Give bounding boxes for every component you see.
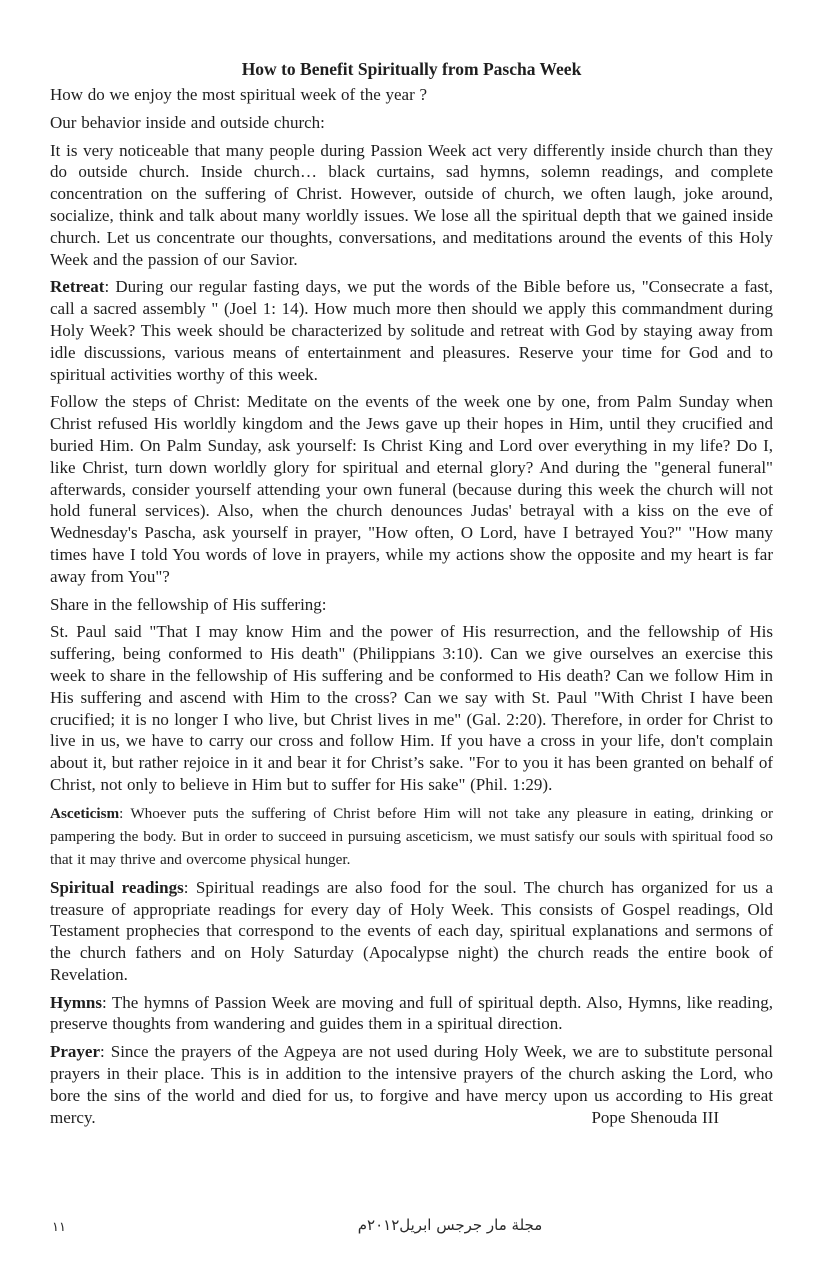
paragraph-follow-steps [50,391,773,587]
page-footer [0,1212,822,1246]
paragraph-retreat [50,276,773,385]
paragraph-text: Follow the steps of Christ: Meditate on the events of the week one by one, from Palm Sunday when Christ refused His worldly kingdom and the Jews gave up their hopes in Him, until they crucified and buried Him. On Palm Sunday, ask yourself: Is Christ King and Lord over everything in my life? Do I, like Christ, turn down worldly glory for spiritual and eternal glory? And during the "general funeral" afterwards, consider yourself attending your own funeral (because during this week the church will not hold funeral services). Also, when the church denounces Judas' betrayal with a kiss on the eve of Wednesday's Pascha, ask yourself in prayer, "How often, O Lord, have I betrayed You?" "How many times have I told You words of love in prayers, while my actions show the opposite and my heart is far away from You"? [50,392,773,586]
paragraph-fellowship-heading [50,594,773,616]
article-body [50,57,773,1134]
paragraph-lead: Retreat [50,277,105,297]
paragraph-st-paul [50,621,773,795]
paragraph-lead: Spiritual readings [50,877,184,897]
paragraph-text: How do we enjoy the most spiritual week of the year ? [50,85,428,104]
paragraph-intro-question [50,84,773,106]
paragraph-lead: Hymns [50,992,102,1012]
paragraph-text: It is very noticeable that many people during Passion Week act very differently inside church than they do outside church. Inside church… black curtains, sad hymns, solemn readings, and complete concentration on the suffering of Christ. However, outside of church, we often laugh, joke around, socialize, think and talk about many worldly issues. We lose all the spiritual depth that we gained inside church. Let us concentrate our thoughts, conversations, and meditations around the events of this Holy Week and the passion of our Savior. [50,140,773,269]
paragraph-text: : Since the prayers of the Agpeya are not used during Holy Week, we are to substitute personal prayers in their place. This is in addition to the intensive prayers of the church asking the Lord, who bore the sins of the world and died for us, to forgive and have mercy upon us according to His great mercy. [50,1042,773,1127]
paragraph-asceticism [50,802,773,871]
paragraph-lead: Prayer [50,1042,101,1062]
page-number: ١١ [52,1220,66,1235]
article-title: How to Benefit Spiritually from Pascha Week [241,59,582,79]
paragraph-behavior-heading [50,112,773,134]
paragraph-prayer [50,1041,773,1128]
author-signature: Pope Shenouda III [591,1107,719,1127]
paragraph-text: Our behavior inside and outside church: [50,112,325,132]
paragraph-passion-week [50,140,773,271]
paragraph-hymns [50,992,773,1036]
paragraph-text: Share in the fellowship of His suffering: [50,594,327,614]
paragraph-text: : The hymns of Passion Week are moving and full of spiritual depth. Also, Hymns, like reading, preserve thoughts from wandering and guides them in a spiritual direction. [50,992,773,1034]
paragraph-text: : Spiritual readings are also food for the soul. The church has organized for us a treasure of appropriate readings for every day of Holy Week. This consists of Gospel readings, Old Testament prophecies that correspond to the events of each day, spiritual explanations and sermons of the church fathers and on Holy Saturday (Apocalypse night) the church reads the entire book of Revelation. [50,877,773,984]
paragraph-spiritual-readings [50,877,773,986]
paragraph-lead: Asceticism [50,804,120,822]
paragraph-text: : Whoever puts the suffering of Christ before Him will not take any pleasure in eating, drinking or pampering the body. But in order to succeed in pursuing asceticism, we must satisfy our souls with spiritual food so that it may thrive and overcome physical hunger. [50,804,773,868]
paragraph-text: St. Paul said "That I may know Him and the power of His resurrection, and the fellowship of His suffering, being conformed to His death" (Philippians 3:10). Can we give ourselves an exercise this week to share in the fellowship of His suffering and be conformed to His death? Can we follow Him in His suffering and ascend with Him to the cross? Can we say with St. Paul "With Christ I have been crucified; it is no longer I who live, but Christ lives in me" (Gal. 2:20). Therefore, in order for Christ to live in us, we have to carry our cross and follow Him. If you have a cross in your life, don't complain about it, but rather rejoice in it and bear it for Christ’s sake. "For to you it has been granted on behalf of Christ, not only to believe in Him but to suffer for His sake" (Phil. 1:29). [50,622,773,794]
magazine-title: مجلة مار جرجس ابريل٢٠١٢م [357,1216,543,1234]
paragraph-text: : During our regular fasting days, we put the words of the Bible before us, "Consecrate a fast, call a sacred assembly " (Joel 1: 14). How much more then should we apply this commandment during Holy Week? This week should be characterized by solitude and retreat with God by staying away from idle discussions, various means of entertainment and pleasures. Reserve your time for God and to spiritual activities worthy of this week. [50,277,773,384]
